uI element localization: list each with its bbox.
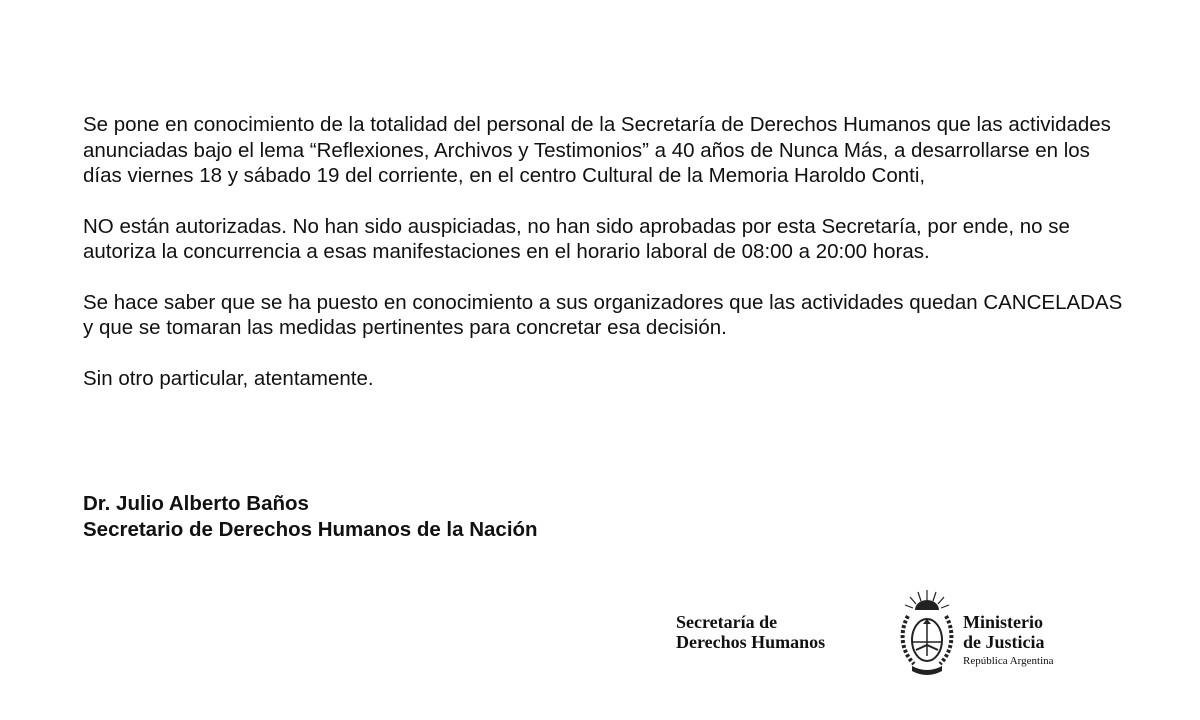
paragraph-not-authorized: NO están autorizadas. No han sido auspiciadas, no han sido aprobadas por esta Secretaría, por ende, no se autoriza la concurrencia a esas manifestaciones en el horario laboral de 08:00 a 20:00 horas. [83, 214, 1070, 263]
secretaria-logo-text [676, 612, 825, 652]
paragraph-cancelled: Se hace saber que se ha puesto en conocimiento a sus organizadores que las actividades quedan CANCELADAS y que se tomaran las medidas pertinentes para concretar esa decisión. [83, 290, 1123, 339]
signatory-name: Dr. Julio Alberto Baños [83, 492, 309, 515]
ministerio-line-1: Ministerio [963, 612, 1043, 632]
argentina-coat-of-arms-icon [898, 588, 956, 680]
letter-body [83, 112, 1133, 416]
secretaria-line-2: Derechos Humanos [676, 632, 826, 652]
paragraph-intro: Se pone en conocimiento de la totalidad del personal de la Secretaría de Derechos Humanos que las actividades anunciadas bajo el lema “Reflexiones, Archivos y Testimonios” a 40 años de Nunca Más, a desarrollarse en los días viernes 18 y sábado 19 del corriente, en el centro Cultural de la Memoria Haroldo Conti, [83, 113, 1111, 187]
signature-block [83, 491, 538, 542]
ministerio-logo-text [963, 612, 1054, 668]
signatory-title: Secretario de Derechos Humanos de la Nación [83, 517, 538, 541]
secretaria-line-1: Secretaría de [676, 612, 778, 632]
paragraph-closing: Sin otro particular, atentamente. [83, 366, 374, 390]
ministerio-line-2: de Justicia [963, 632, 1045, 652]
ministerio-line-3: República Argentina [963, 655, 1054, 667]
